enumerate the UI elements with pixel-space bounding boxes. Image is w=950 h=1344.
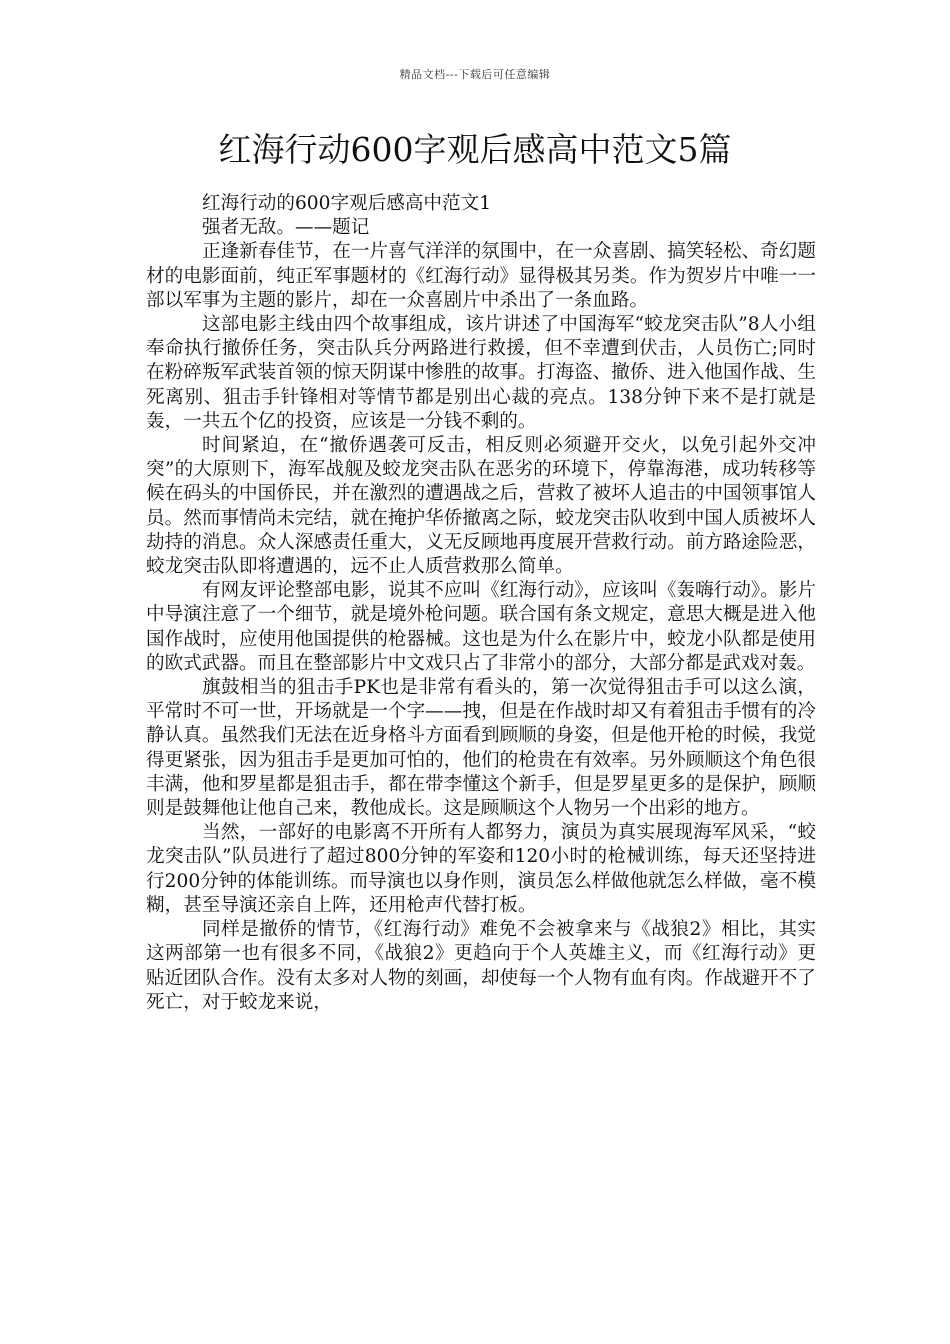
body-paragraph: 正逢新春佳节，在一片喜气洋洋的氛围中，在一众喜剧、搞笑轻松、奇幻题材的电影面前，纯正军事题材的《红海行动》显得极其另类。作为贺岁片中唯一一部以军事为主题的影片，却在一众喜剧片中杀出了一条血路。 [146,241,816,311]
body-paragraph: 同样是撤侨的情节，《红海行动》难免不会被拿来与《战狼2》相比，其实这两部第一也有很多不同，《战狼2》更趋向于个人英雄主义，而《红海行动》更贴近团队合作。没有太多对人物的刻画，却使每一个人物有血有肉。作战避开不了死亡，对于蛟龙来说， [146,919,816,1013]
header-note: 精品文档---下载后可任意编辑 [399,68,551,81]
document-body [146,192,816,1015]
body-paragraph: 旗鼓相当的狙击手PK也是非常有看头的，第一次觉得狙击手可以这么演，平常时不可一世，开场就是一个字——拽，但是在作战时却又有着狙击手惯有的冷静认真。虽然我们无法在近身格斗方面看到顾顺的身姿，但是他开枪的时候，我觉得更紧张，因为狙击手是更加可怕的，他们的枪贵在有效率。另外顾顺这个角色很丰满，他和罗星都是狙击手，都在带李懂这个新手，但是罗星更多的是保护，顾顺则是鼓舞他让他自己来，教他成长。这是顾顺这个人物另一个出彩的地方。 [146,677,816,820]
epigraph-paragraph: 强者无敌。——题记 [202,217,370,239]
body-paragraph: 当然，一部好的电影离不开所有人都努力，演员为真实展现海军风采，“蛟龙突击队”队员进行了超过800分钟的军姿和120小时的枪械训练，每天还坚持进行200分钟的体能训练。而导演也以身作则，演员怎么样做他就怎么样做，毫不模糊，甚至导演还亲自上阵，还用枪声代替打板。 [146,822,816,916]
subtitle-paragraph: 红海行动的600字观后感高中范文1 [202,193,492,214]
body-paragraph: 有网友评论整部电影，说其不应叫《红海行动》，应该叫《轰嗨行动》。影片中导演注意了一个细节，就是境外枪问题。联合国有条文规定，意思大概是进入他国作战时，应使用他国提供的枪器械。这也是为什么在影片中，蛟龙小队都是使用的欧式武器。而且在整部影片中文戏只占了非常小的部分，大部分都是武戏对轰。 [146,580,816,674]
document-title: 红海行动600字观后感高中范文5篇 [218,130,732,169]
body-paragraph: 时间紧迫，在“撤侨遇袭可反击，相反则必须避开交火，以免引起外交冲突”的大原则下，海军战舰及蛟龙突击队在恶劣的环境下，停靠海港，成功转移等候在码头的中国侨民，并在激烈的遭遇战之后，营救了被坏人追击的中国领事馆人员。然而事情尚未完结，就在掩护华侨撤离之际，蛟龙突击队收到中国人质被坏人劫持的消息。众人深感责任重大，义无反顾地再度展开营救行动。前方路途险恶，蛟龙突击队即将遭遇的，远不止人质营救那么简单。 [146,435,816,578]
body-paragraph: 这部电影主线由四个故事组成，该片讲述了中国海军“蛟龙突击队”8人小组奉命执行撤侨任务，突击队兵分两路进行救援，但不幸遭到伏击，人员伤亡;同时在粉碎叛军武装首领的惊天阴谋中惨胜的故事。打海盗、撤侨、进入他国作战、生死离别、狙击手针锋相对等情节都是别出心裁的亮点。138分钟下来不是打就是轰，一共五个亿的投资，应该是一分钱不剩的。 [146,314,816,432]
